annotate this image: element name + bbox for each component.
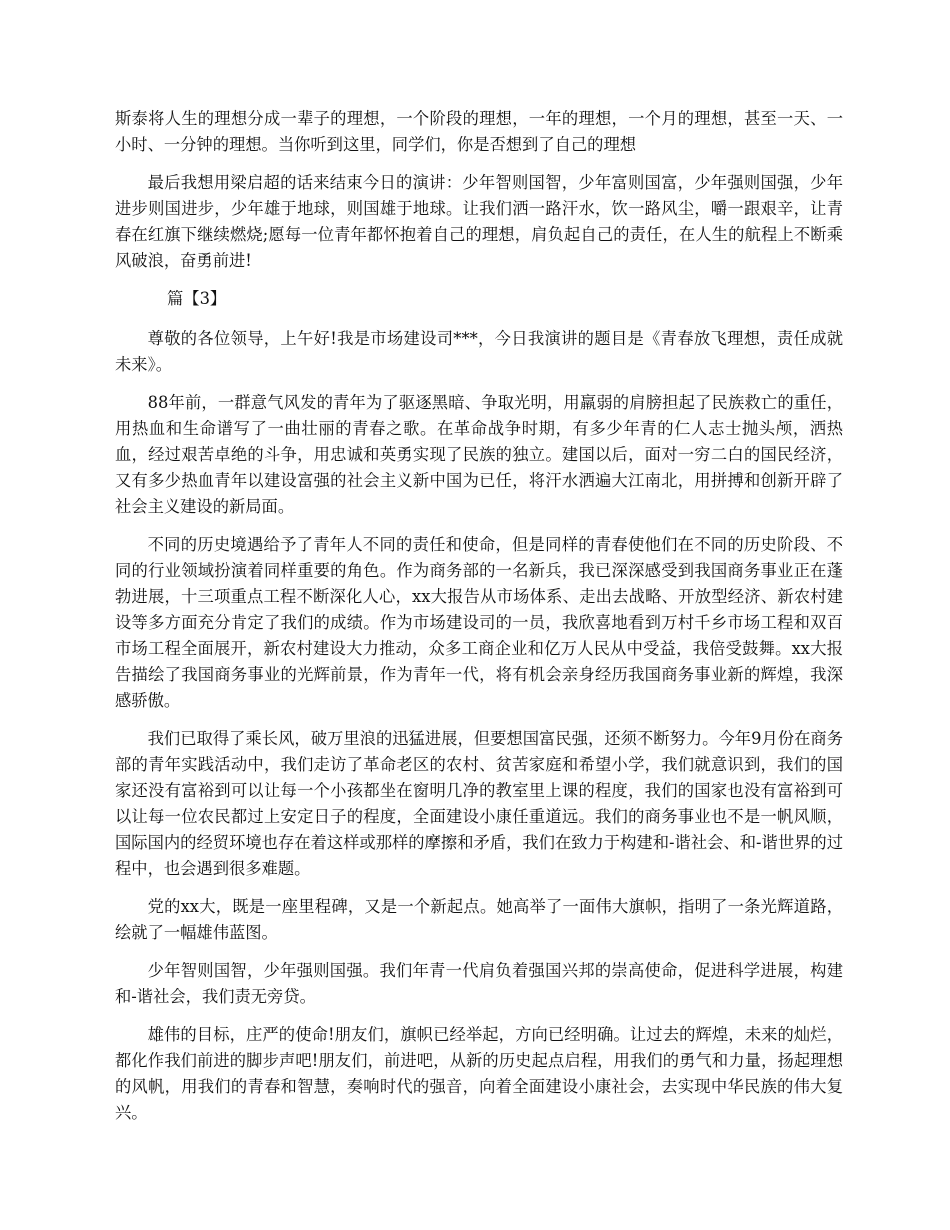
paragraph-2: 最后我想用梁启超的话来结束今日的演讲：少年智则国智，少年富则国富，少年强则国强，少年进步则国进步，少年雄于地球，则国雄于地球。让我们洒一路汗水，饮一路风尘，嚼一跟艰辛，让青春在红旗下继续燃烧;愿每一位青年都怀抱着自己的理想，肩负起自己的责任，在人生的航程上不断乘风破浪，奋勇前进! xyxy=(115,173,843,270)
section-heading: 篇【3】 xyxy=(167,289,227,308)
paragraph-6: 我们已取得了乘长风，破万里浪的迅猛进展，但要想国富民强，还须不断努力。今年9月份在商务部的青年实践活动中，我们走访了革命老区的农村、贫苦家庭和希望小学，我们就意识到，我们的国家还没有富裕到可以让每一个小孩都坐在窗明几净的教室里上课的程度，我们的国家也没有富裕到可以让每一位农民都过上安定日子的程度，全面建设小康任重道远。我们的商务事业也不是一帆风顺，国际国内的经贸环境也存在着这样或那样的摩擦和矛盾，我们在致力于构建和-谐社会、和-谐世界的过程中，也会遇到很多难题。 xyxy=(115,729,843,878)
paragraph-1: 斯泰将人生的理想分成一辈子的理想，一个阶段的理想，一年的理想，一个月的理想，甚至一天、一小时、一分钟的理想。当你听到这里，同学们，你是否想到了自己的理想 xyxy=(115,109,843,154)
paragraph-7: 党的xx大，既是一座里程碑，又是一个新起点。她高举了一面伟大旗帜，指明了一条光辉道路，绘就了一幅雄伟蓝图。 xyxy=(115,897,843,942)
paragraph-4: 88年前，一群意气风发的青年为了驱逐黑暗、争取光明，用羸弱的肩膀担起了民族救亡的重任，用热血和生命谱写了一曲壮丽的青春之歌。在革命战争时期，有多少年青的仁人志士抛头颅，洒热血，经过艰苦卓绝的斗争，用忠诚和英勇实现了民族的独立。建国以后，面对一穷二白的国民经济，又有多少热血青年以建设富强的社会主义新中国为已任，将汗水洒遍大江南北，用拼搏和创新开辟了社会主义建设的新局面。 xyxy=(115,393,843,516)
paragraph-5: 不同的历史境遇给予了青年人不同的责任和使命，但是同样的青春使他们在不同的历史阶段、不同的行业领域扮演着同样重要的角色。作为商务部的一名新兵，我已深深感受到我国商务事业正在蓬勃进展，十三项重点工程不断深化人心，xx大报告从市场体系、走出去战略、开放型经济、新农村建设等多方面充分肯定了我们的成绩。作为市场建设司的一员，我欣喜地看到万村千乡市场工程和双百市场工程全面展开，新农村建设大力推动，众多工商企业和亿万人民从中受益，我倍受鼓舞。xx大报告描绘了我国商务事业的光辉前景，作为青年一代，将有机会亲身经历我国商务事业新的辉煌，我深感骄傲。 xyxy=(115,535,843,710)
document-page xyxy=(115,106,843,1138)
paragraph-9: 雄伟的目标，庄严的使命!朋友们，旗帜已经举起，方向已经明确。让过去的辉煌，未来的灿烂，都化作我们前进的脚步声吧!朋友们，前进吧，从新的历史起点启程，用我们的勇气和力量，扬起理想的风帆，用我们的青春和智慧，奏响时代的强音，向着全面建设小康社会，去实现中华民族的伟大复兴。 xyxy=(115,1025,843,1122)
paragraph-8: 少年智则国智，少年强则国强。我们年青一代肩负着强国兴邦的崇高使命，促进科学进展，构建和-谐社会，我们责无旁贷。 xyxy=(115,961,843,1006)
paragraph-3: 尊敬的各位领导，上午好!我是市场建设司***，今日我演讲的题目是《青春放飞理想，责任成就未来》。 xyxy=(115,329,843,374)
